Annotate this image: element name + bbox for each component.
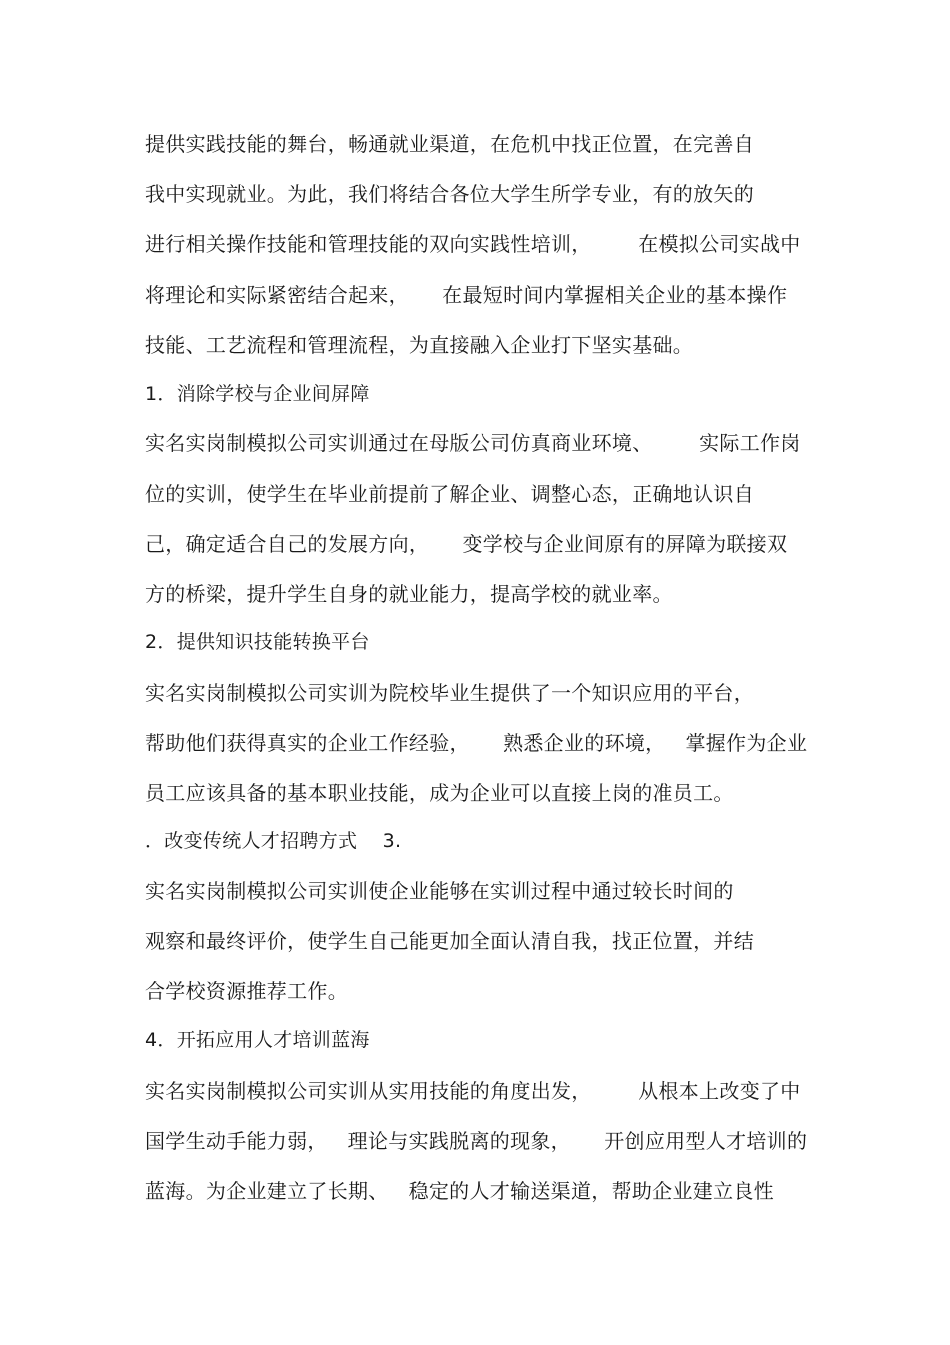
section-heading: 4．开拓应用人才培训蓝海 [145,1029,370,1051]
paragraph-line: 进行相关操作技能和管理技能的双向实践性培训， 在模拟公司实战中 [145,232,801,256]
paragraph-line: 国学生动手能力弱， 理论与实践脱离的现象， 开创应用型人才培训的 [145,1129,808,1153]
paragraph-line: 蓝海。为企业建立了长期、 稳定的人才输送渠道，帮助企业建立良性 [145,1179,774,1203]
paragraph-line: 提供实践技能的舞台，畅通就业渠道，在危机中找正位置，在完善自 [145,132,754,156]
paragraph-line: 实名实岗制模拟公司实训使企业能够在实训过程中通过较长时间的 [145,879,734,903]
paragraph-line: 方的桥梁，提升学生自身的就业能力，提高学校的就业率。 [145,582,673,606]
paragraph-line: 我中实现就业。为此，我们将结合各位大学生所学专业，有的放矢的 [145,182,754,206]
paragraph-line: 帮助他们获得真实的企业工作经验， 熟悉企业的环境， 掌握作为企业 [145,731,808,755]
paragraph-line: 位的实训，使学生在毕业前提前了解企业、调整心态，正确地认识自 [145,482,754,506]
section-heading: 2．提供知识技能转换平台 [145,631,370,653]
paragraph-line: 技能、工艺流程和管理流程，为直接融入企业打下坚实基础。 [145,333,694,357]
paragraph-line: 将理论和实际紧密结合起来， 在最短时间内掌握相关企业的基本操作 [145,283,788,307]
paragraph-line: 己，确定适合自己的发展方向， 变学校与企业间原有的屏障为联接双 [145,532,788,556]
paragraph-line: 实名实岗制模拟公司实训为院校毕业生提供了一个知识应用的平台， [145,681,754,705]
paragraph-line: 实名实岗制模拟公司实训通过在母版公司仿真商业环境、 实际工作岗 [145,431,801,455]
paragraph-line: 员工应该具备的基本职业技能，成为企业可以直接上岗的准员工。 [145,781,734,805]
paragraph-line: 实名实岗制模拟公司实训从实用技能的角度出发， 从根本上改变了中 [145,1079,801,1103]
section-heading: 1．消除学校与企业间屏障 [145,383,370,405]
paragraph-line: 合学校资源推荐工作。 [145,979,348,1003]
paragraph-line: 观察和最终评价，使学生自己能更加全面认清自我，找正位置，并结 [145,929,754,953]
section-heading: ．改变传统人才招聘方式 3. [145,830,402,852]
